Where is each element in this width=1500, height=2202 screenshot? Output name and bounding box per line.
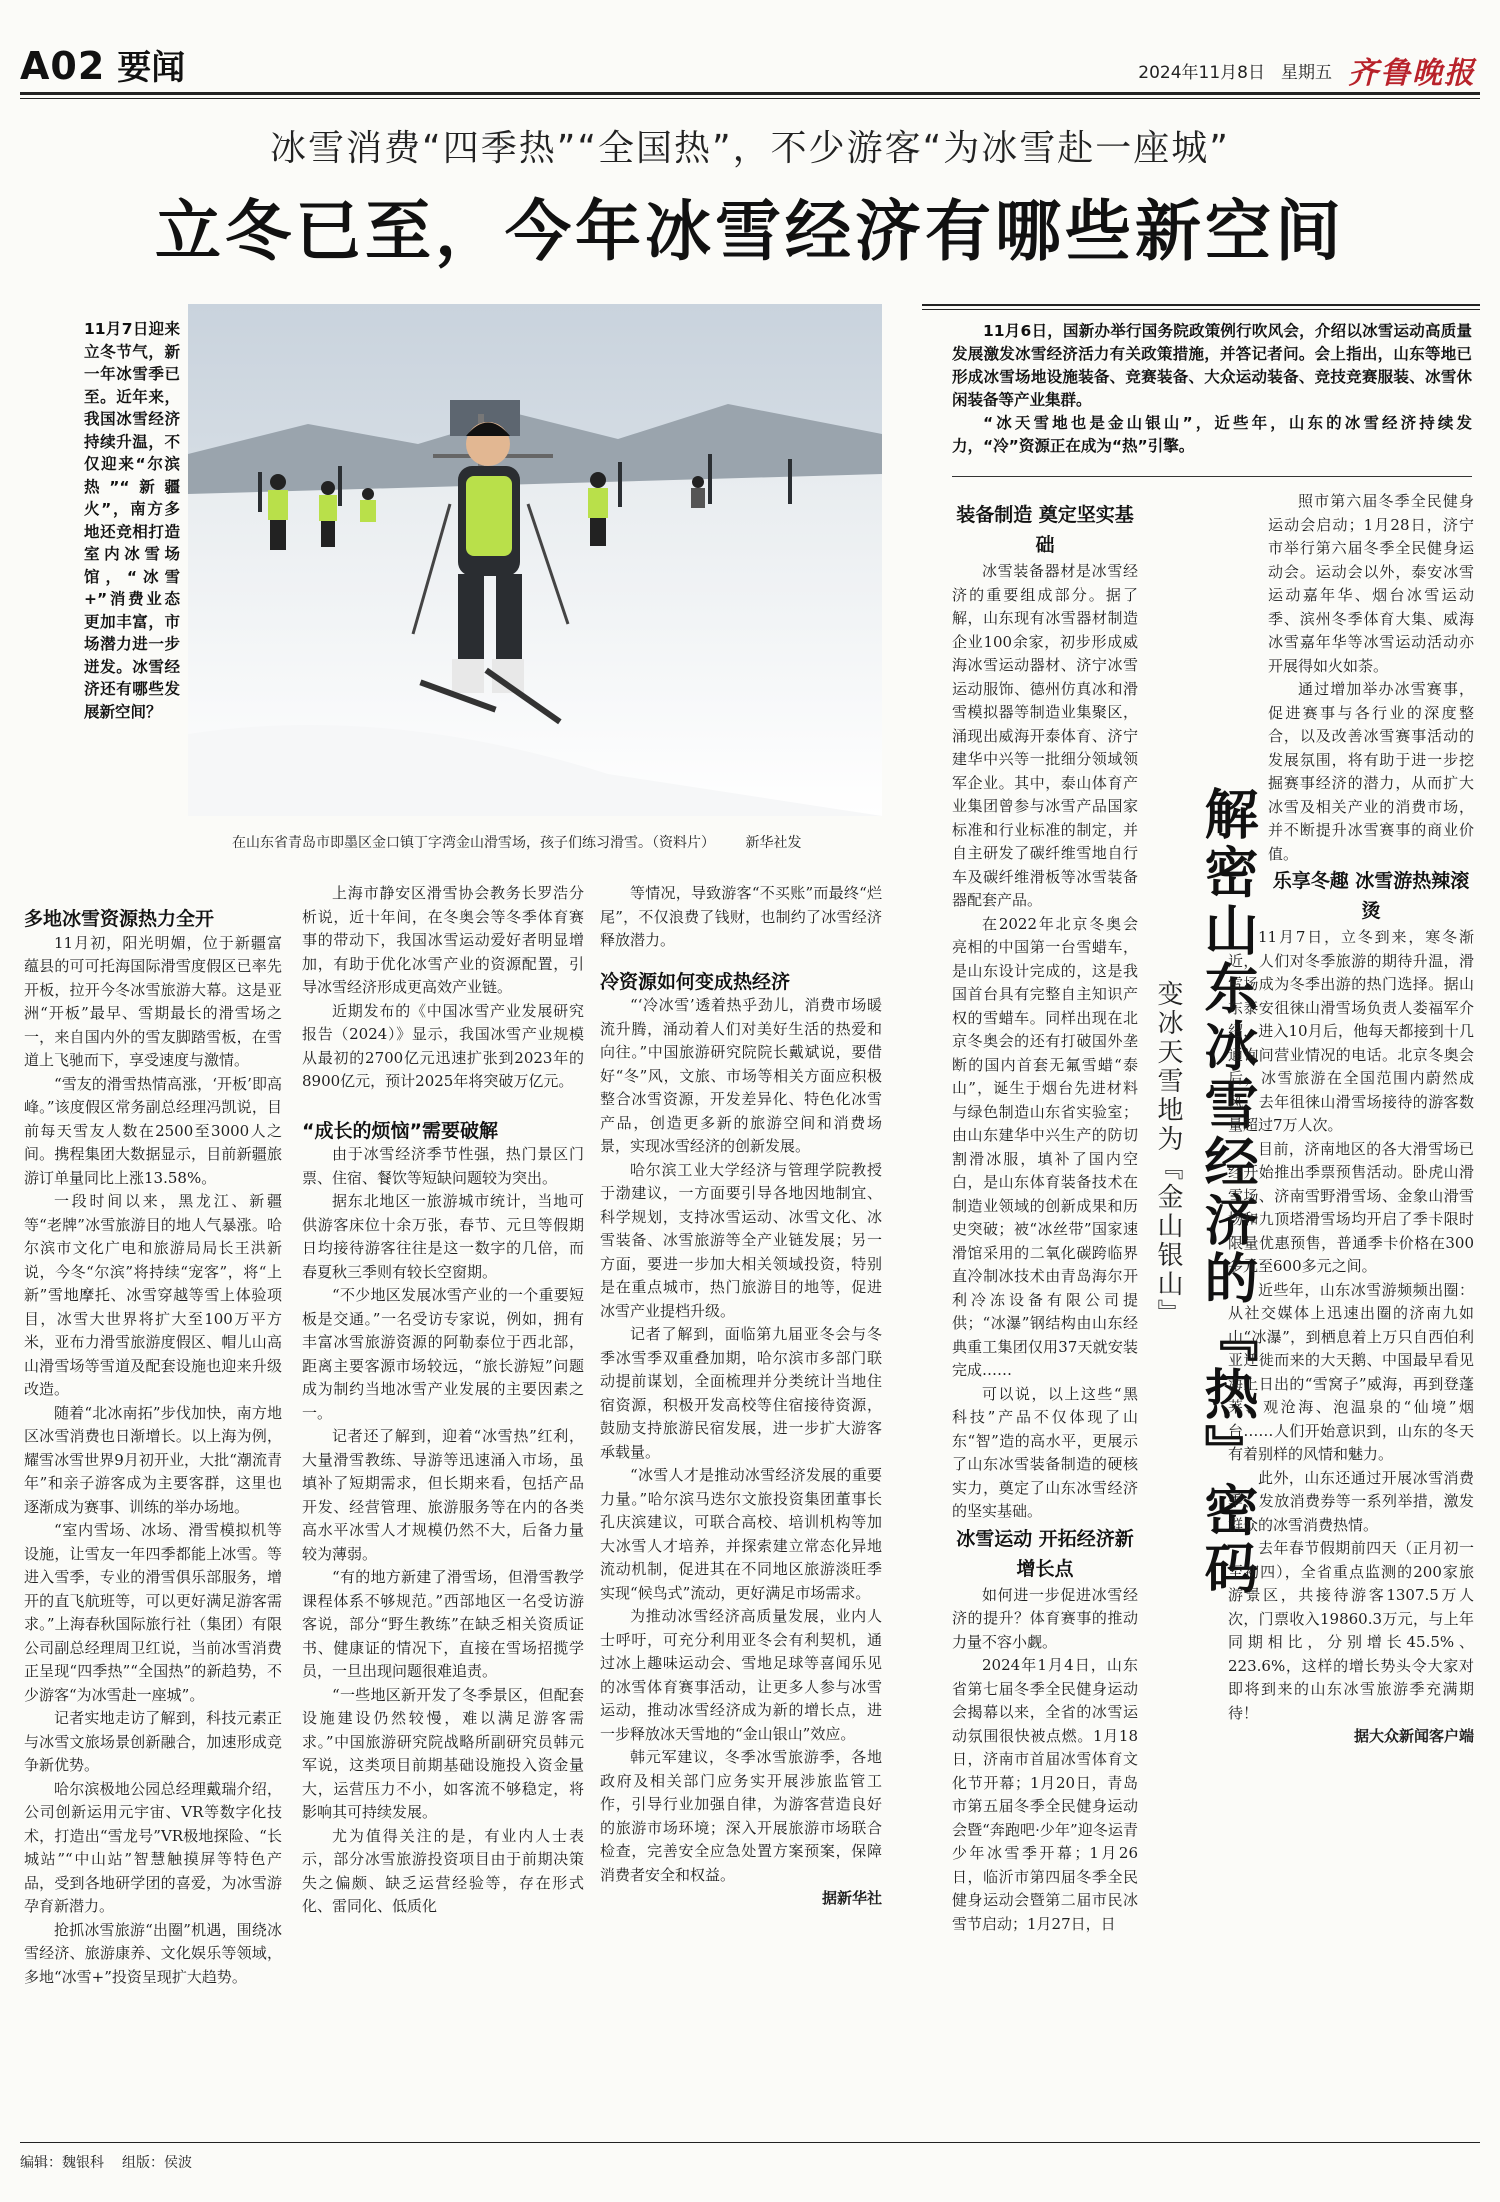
- article-col-2: [302, 882, 584, 1919]
- box-col1-body-b: [952, 1584, 1138, 1937]
- paragraph: “‘冷冰雪’透着热乎劲儿，消费市场暖流升腾，涌动着人们对美好生活的热爱和向往。”中国旅游研究院院长戴斌说，要借好“冬”风，文旅、市场等相关方面应积极整合冰雪资源，开发差异化、特色化冰雪产品，创造更多新的旅游空间和消费场景，实现冰雪经济的创新发展。: [600, 996, 882, 1155]
- box-col-1: [952, 500, 1138, 1936]
- article-lead: [84, 318, 180, 723]
- paragraph: 目前，济南地区的各大滑雪场已经开始推出季票预售活动。卧虎山滑雪场、济南雪野滑雪场、金象山滑雪场和九顶塔滑雪场均开启了季卡限时限量优惠预售，普通季卡价格在300多元至600多元之间。: [1228, 1139, 1474, 1275]
- paragraph: “室内雪场、冰场、滑雪模拟机等设施，让雪友一年四季都能上冰雪。等进入雪季，专业的滑雪俱乐部服务，增开的直飞航班等，可以更好满足游客需求。”上海春秋国际旅行社（集团）有限公司副总经理周卫红说，当前冰雪消费正呈现“四季热”“全国热”的新趋势，不少游客“为冰雪赴一座城”。: [24, 1521, 282, 1704]
- col1-body: [24, 932, 282, 1990]
- paragraph: 冰雪装备器材是冰雪经济的重要组成部分。据了解，山东现有冰雪器材制造企业100余家，初步形成威海冰雪运动器材、济宁冰雪运动服饰、德州仿真冰和滑雪模拟器等制造业集聚区，涌现出威海开泰体育、济宁建华中兴等一批细分领域领军企业。其中，泰山体育产业集团曾参与冰雪产品国家标准和行业标准的制定，并自主研发了碳纤维雪地自行车及碳纤维滑板等冰雪装备器配套产品。: [952, 562, 1138, 909]
- paragraph: 如何进一步促进冰雪经济的提升？体育赛事的推动力量不容小觑。: [952, 1585, 1138, 1651]
- paragraph: 此外，山东还通过开展冰雪消费季、发放消费券等一系列举措，激发群众的冰雪消费热情。: [1228, 1468, 1474, 1534]
- subhead-3: 冷资源如何变成热经济: [600, 970, 791, 993]
- paragraph: 尤为值得关注的是，有业内人士表示，部分冰雪旅游投资项目由于前期决策失之偏颇、缺乏运营经验等，存在形式化、雷同化、低质化: [302, 1826, 584, 1915]
- paragraph: 照市第六届冬季全民健身运动会启动；1月28日，济宁市举行第六届冬季全民健身运动会。运动会以外，泰安冰雪运动嘉年华、烟台冰雪运动季、滨州冬季体育大集、威海冰雪嘉年华等冰雪运动活动亦开展得如火如荼。: [1268, 492, 1474, 675]
- paragraph: 近些年，山东冰雪游频频出圈：从社交媒体上迅速出圈的济南九如山“冰瀑”，到栖息着上万只自西伯利亚迁徙而来的大天鹅、中国最早看见海上日出的“雪窝子”威海，再到登蓬莱、观沧海、泡温泉的“仙境”烟台……人们开始意识到，山东的冬天有着别样的风情和魅力。: [1228, 1280, 1474, 1463]
- box-subhead-1: 装备制造 奠定坚实基础: [956, 504, 1134, 556]
- page-label: [20, 40, 185, 89]
- editor-credit: 编辑：魏银科: [20, 2155, 104, 2171]
- paragraph: 11月6日，国新办举行国务院政策例行吹风会，介绍以冰雪运动高质量发展激发冰雪经济活力有关政策措施，并答记者问。会上指出，山东等地已形成冰雪场地设施装备、竞赛装备、大众运动装备、竞技竞赛服装、冰雪休闲装备等产业集群。: [952, 322, 1472, 409]
- section-name: 要闻: [117, 48, 186, 88]
- col2-body-b: [302, 1143, 584, 1919]
- paragraph: 随着“北冰南拓”步伐加快，南方地区冰雪消费也日渐增长。以上海为例，耀雪冰雪世界9月初开业，大批“潮流青年”和亲子游客成为主要客群，这里也逐渐成为赛事、训练的举办场地。: [24, 1403, 282, 1516]
- paper-logo: 齐鲁晚报: [1348, 56, 1476, 91]
- subhead-2: “成长的烦恼”需要破解: [302, 1119, 498, 1142]
- subhead-1: 多地冰雪资源热力全开: [24, 908, 215, 930]
- paragraph: 抢抓冰雪旅游“出圈”机遇，围绕冰雪经济、旅游康养、文化娱乐等领域，多地“冰雪+”投资呈现扩大趋势。: [24, 1920, 282, 1986]
- paragraph: 为推动冰雪经济高质量发展，业内人士呼吁，可充分利用亚冬会有利契机，通过冰上趣味运动会、雪地足球等喜闻乐见的冰雪体育赛事活动，让更多人参与冰雪运动，推动冰雪经济成为新的增长点，进一步释放冰天雪地的“金山银山”效应。: [600, 1607, 882, 1743]
- paragraph: “不少地区发展冰雪产业的一个重要短板是交通。”一名受访专家说，例如，拥有丰富冰雪旅游资源的阿勒泰位于西北部，距离主要客源市场较远，“旅长游短”问题成为制约当地冰雪产业发展的主要因素之一。: [302, 1286, 584, 1422]
- box-title: 解密山东冰雪经济的『热』密码: [1196, 786, 1259, 1598]
- article-credit: 据新华社: [821, 1889, 882, 1907]
- paragraph: 11月初，阳光明媚，位于新疆富蕴县的可可托海国际滑雪度假区已率先开板，拉开今冬冰雪旅游大幕。这是亚洲“开板”最早、雪期最长的滑雪场之一，来自国内外的雪友脚踏雪板，在雪道上飞驰而下，享受速度与激情。: [24, 933, 282, 1069]
- article-col-3: [600, 882, 882, 1911]
- paragraph: 哈尔滨极地公园总经理戴瑞介绍，公司创新运用元宇宙、VR等数字化技术，打造出“雪龙号”VR极地探险、“长城站”“中山站”智慧触摸屏等特色产品，受到各地研学团的喜爱，为冰雪游孕育新潜力。: [24, 1779, 282, 1915]
- masthead-rule: [20, 92, 1480, 95]
- masthead-rule-thin: [20, 98, 1480, 99]
- box-col1-body: [952, 560, 1138, 1524]
- paragraph: 在2022年北京冬奥会亮相的中国第一台雪蜡车，是山东设计完成的，这是我国首台具有完整自主知识产权的雪蜡车。同样出现在北京冬奥会的还有打破国外垄断的国内首套无氟雪蜡“泰山”，诞生于烟台先进材料与绿色制造山东省实验室；由山东建华中兴生产的防切割滑冰服，填补了国内空白，是山东体育装备技术在制造业领域的创新成果和历史突破；被“冰丝带”国家速滑馆采用的二氧化碳跨临界直冷制冰技术由青岛海尔开利冷冻设备有限公司提供；“冰瀑”钢结构由山东经典重工集团仅用37天就安装完成……: [952, 914, 1138, 1379]
- box-subtitle: 变冰天雪地为『金山银山』: [1153, 980, 1183, 1328]
- paragraph: 11月7日，立冬到来，寒冬渐近，人们对冬季旅游的期待升温，滑雪场成为冬季出游的热门选择。据山东泰安徂徕山滑雪场负责人娄福军介绍，进入10月后，他每天都接到十几通询问营业情况的电话。北京冬奥会后，冰雪旅游在全国范围内蔚然成风，去年徂徕山滑雪场接待的游客数量超过7万人次。: [1228, 928, 1474, 1134]
- page-number: A02: [20, 44, 106, 88]
- paragraph: 上海市静安区滑雪协会教务长罗浩分析说，近十年间，在冬奥会等冬季体育赛事的带动下，我国冰雪运动爱好者明显增加，有助于优化冰雪产业的资源配置，引导冰雪经济形成更高效产业链。: [302, 884, 584, 996]
- lead-text: 11月7日迎来立冬节气，新一年冰雪季已至。近年来，我国冰雪经济持续升温，不仅迎来“尔滨热”“新疆火”，南方多地还竞相打造室内冰雪场馆，“冰雪+”消费业态更加丰富，市场潜力进一步迸发。冰雪经济还有哪些发展新空间？: [84, 320, 180, 721]
- box-rule: [922, 304, 1480, 306]
- paragraph: 近期发布的《中国冰雪产业发展研究报告（2024）》显示，我国冰雪产业规模从最初的2700亿元迅速扩张到2023年的8900亿元，预计2025年将突破万亿元。: [302, 1001, 584, 1090]
- box-divider: [952, 476, 1472, 477]
- paragraph: 可以说，以上这些“黑科技”产品不仅体现了山东“智”造的高水平，更展示了山东冰雪装备制造的硬核实力，奠定了山东冰雪经济的坚实基础。: [952, 1384, 1138, 1520]
- headline: 立冬已至，今年冰雪经济有哪些新空间: [155, 193, 1345, 270]
- ski-photo-illustration: [188, 304, 882, 816]
- box-subhead-3: 乐享冬趣 冰雪游热辣滚烫: [1272, 870, 1470, 922]
- paragraph: 通过增加举办冰雪赛事，促进赛事与各行业的深度整合，以及改善冰雪赛事活动的发展氛围，将有助于进一步挖掘赛事经济的潜力，从而扩大冰雪及相关产业的消费市场，并不断提升冰雪赛事的商业价值。: [1268, 680, 1474, 863]
- paragraph: “一些地区新开发了冬季景区，但配套设施建设仍然较慢，难以满足游客需求。”中国旅游研究院战略所副研究员韩元军说，这类项目前期基础设施投入资金量大，运营压力不小，如客流不够稳定，将影响其可持续发展。: [302, 1685, 584, 1821]
- paragraph: “冰雪人才是推动冰雪经济发展的重要力量。”哈尔滨马迭尔文旅投资集团董事长孔庆滨建议，可联合高校、培训机构等加大冰雪人才培养，并探索建立常态化异地流动机制，促进其在不同地区旅游淡旺季实现“候鸟式”流动，更好满足市场需求。: [600, 1466, 882, 1602]
- paragraph: 哈尔滨工业大学经济与管理学院教授于渤建议，一方面要引导各地因地制宜、科学规划，支持冰雪运动、冰雪文化、冰雪装备、冰雪旅游等全产业链发展；另一方面，要进一步加大相关领域投资，特别是在重点城市，热门旅游目的地等，促进冰雪产业提档升级。: [600, 1160, 882, 1320]
- box-lead: [952, 320, 1472, 458]
- col2-body-a: [302, 882, 584, 1094]
- paragraph: 据东北地区一旅游城市统计，当地可供游客床位十余万张，春节、元旦等假期日均接待游客往往是这一数字的几倍，而春夏秋三季则有较长空窗期。: [302, 1192, 584, 1281]
- col3-body-a: [600, 882, 882, 953]
- issue-date: 2024年11月8日: [1138, 62, 1265, 83]
- box-rule-thin: [922, 309, 1480, 310]
- box-col-2: [1228, 490, 1474, 1749]
- footer: [20, 2152, 210, 2172]
- paragraph: 去年春节假期前四天（正月初一至初四），全省重点监测的200家旅游景区，共接待游客1307.5万人次，门票收入19860.3万元，与上年同期相比，分别增长45.5%、223.6%，这样的增长势头令大家对即将到来的山东冰雪旅游季充满期待！: [1228, 1539, 1474, 1722]
- paragraph: 由于冰雪经济季节性强，热门景区门票、住宿、餐饮等短缺问题较为突出。: [302, 1145, 584, 1187]
- kicker: 冰雪消费“四季热”“全国热”，不少游客“为冰雪赴一座城”: [270, 128, 1230, 169]
- footer-rule: [20, 2142, 1480, 2143]
- paragraph: 记者实地走访了解到，科技元素正与冰雪文旅场景创新融合，加速形成竞争新优势。: [24, 1709, 282, 1774]
- paragraph: 记者了解到，面临第九届亚冬会与冬季冰雪季双重叠加期，哈尔滨市多部门联动提前谋划，全面梳理并分类统计当地住宿资源，积极开发高校等住宿接待资源，鼓励支持旅游民宿发展，进一步扩大游客承载量。: [600, 1325, 882, 1461]
- box-col2-body: [1228, 490, 1474, 866]
- masthead-right: [1138, 48, 1476, 92]
- box-subhead-2: 冰雪运动 开拓经济新增长点: [956, 1527, 1134, 1580]
- paragraph: 等情况，导致游客“不买账”而最终“烂尾”，不仅浪费了钱财，也制约了冰雪经济释放潜力。: [600, 884, 882, 949]
- paragraph: 2024年1月4日，山东省第七届冬季全民健身运动会揭幕以来，全省的冰雪运动氛围很快被点燃。1月18日，济南市首届冰雪体育文化节开幕；1月20日，青岛市第五届冬季全民健身运动会暨“奔跑吧·少年”迎冬运青少年冰雪季开幕；1月26日，临沂市第四届冬季全民健身运动会暨第二届市民冰雪节启动；1月27日，日: [952, 1656, 1138, 1933]
- box-lead-body: [952, 320, 1472, 458]
- paragraph: 记者还了解到，迎着“冰雪热”红利，大量滑雪教练、导游等迅速涌入市场，虽填补了短期需求，但长期来看，包括产品开发、经营管理、旅游服务等在内的各类高水平冰雪人才规模仍然不大，后备力量较为薄弱。: [302, 1427, 584, 1563]
- box-credit: 据大众新闻客户端: [1353, 1727, 1474, 1745]
- box-col2-body-b: [1228, 926, 1474, 1725]
- paragraph: “有的地方新建了滑雪场，但滑雪教学课程体系不够规范。”西部地区一名受访游客说，部分“野生教练”在缺乏相关资质证书、健康证的情况下，直接在雪场招揽学员，一旦出现问题很难追责。: [302, 1568, 584, 1680]
- issue-weekday: 星期五: [1281, 62, 1332, 83]
- paragraph: “雪友的滑雪热情高涨，‘开板’即高峰。”该度假区常务副总经理冯凯说，目前每天雪友人数在2500至3000人之间。携程集团大数据显示，目前新疆旅游订单量同比上涨13.58%。: [24, 1074, 282, 1187]
- photo-credit: 新华社发: [745, 835, 802, 851]
- photo-caption: [232, 832, 892, 852]
- paragraph: 一段时间以来，黑龙江、新疆等“老牌”冰雪旅游目的地人气暴涨。哈尔滨市文化广电和旅游局局长王洪新说，今冬“尔滨”将持续“宠客”，将“上新”雪地摩托、冰雪穿越等雪上体验项目，冰雪大世界将扩大至100万平方米，亚布力滑雪旅游度假区、帽儿山高山滑雪场等雪道及配套设施也迎来升级改造。: [24, 1192, 282, 1398]
- layout-credit: 组版：侯波: [122, 2155, 192, 2171]
- article-col-1: [24, 908, 282, 1989]
- caption-text: 在山东省青岛市即墨区金口镇丁字湾金山滑雪场，孩子们练习滑雪。（资料片）: [232, 835, 715, 851]
- col3-body-b: [600, 994, 882, 1887]
- ski-photo: [188, 304, 882, 816]
- paragraph: 韩元军建议，冬季冰雪旅游季，各地政府及相关部门应务实开展涉旅监管工作，引导行业加强自律，为游客营造良好的旅游市场环境；深入开展旅游市场联合检查，完善安全应急处置方案预案，保障消费者安全和权益。: [600, 1748, 882, 1884]
- paragraph: “冰天雪地也是金山银山”，近些年，山东的冰雪经济持续发力，“冷”资源正在成为“热”引擎。: [952, 414, 1472, 455]
